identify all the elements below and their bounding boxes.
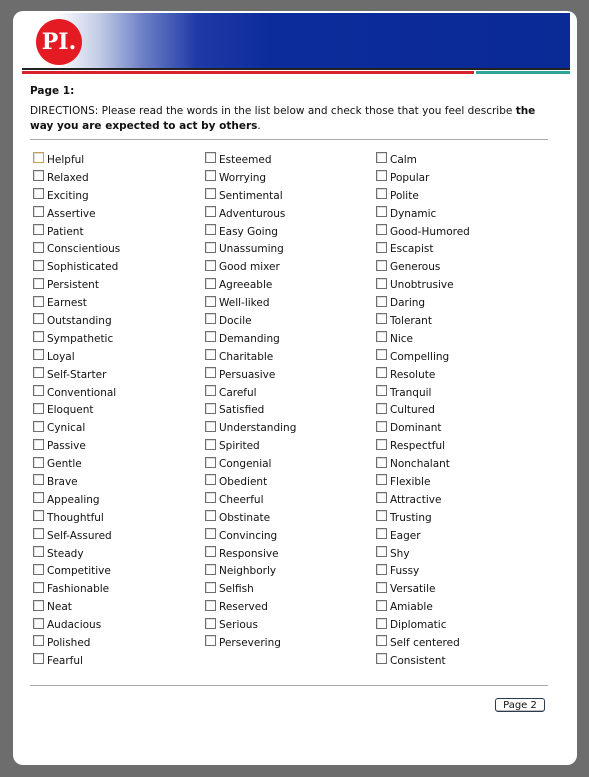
checkbox-item[interactable] bbox=[376, 562, 546, 580]
page-label: Page 1: bbox=[30, 85, 75, 97]
word-column-2 bbox=[205, 151, 375, 652]
pi-logo: PI. bbox=[36, 19, 82, 65]
checkbox-item[interactable] bbox=[205, 384, 375, 402]
checkbox-item[interactable] bbox=[376, 616, 546, 634]
checkbox[interactable] bbox=[376, 331, 387, 342]
checkbox-item[interactable] bbox=[33, 276, 203, 294]
checkbox-label: Understanding bbox=[219, 422, 297, 435]
checkbox-label: Popular bbox=[390, 171, 430, 184]
checkbox[interactable] bbox=[33, 421, 44, 432]
checkbox[interactable] bbox=[33, 367, 44, 378]
checkbox[interactable] bbox=[205, 474, 216, 485]
checkbox[interactable] bbox=[205, 385, 216, 396]
checkbox-label: Appealing bbox=[47, 493, 100, 506]
checkbox-item[interactable] bbox=[205, 634, 375, 652]
checkbox[interactable] bbox=[376, 653, 387, 664]
checkbox-item[interactable] bbox=[33, 366, 203, 384]
checkbox[interactable] bbox=[205, 367, 216, 378]
checkbox[interactable] bbox=[205, 278, 216, 289]
checkbox-item[interactable] bbox=[33, 419, 203, 437]
checkbox-item[interactable] bbox=[205, 598, 375, 616]
checkbox-label: Passive bbox=[47, 440, 86, 453]
checkbox[interactable] bbox=[33, 385, 44, 396]
checkbox-item[interactable] bbox=[205, 437, 375, 455]
checkbox-item[interactable] bbox=[33, 634, 203, 652]
checkbox[interactable] bbox=[205, 260, 216, 271]
checkbox[interactable] bbox=[33, 528, 44, 539]
checkbox-item[interactable] bbox=[376, 330, 546, 348]
checkbox[interactable] bbox=[33, 278, 44, 289]
checkbox-item[interactable] bbox=[205, 312, 375, 330]
checkbox-label: Obedient bbox=[219, 475, 268, 488]
checkbox-item[interactable] bbox=[205, 527, 375, 545]
checkbox-label: Attractive bbox=[390, 493, 442, 506]
checkbox[interactable] bbox=[205, 457, 216, 468]
checkbox-item[interactable] bbox=[33, 384, 203, 402]
checkbox-label: Worrying bbox=[219, 171, 267, 184]
checkbox-label: Fearful bbox=[47, 654, 83, 667]
checkbox-label: Generous bbox=[390, 261, 441, 274]
checkbox-label: Unobtrusive bbox=[390, 279, 454, 292]
checkbox[interactable] bbox=[33, 564, 44, 575]
checkbox-item[interactable] bbox=[376, 205, 546, 223]
checkbox[interactable] bbox=[205, 170, 216, 181]
header-rule-dark bbox=[22, 68, 570, 70]
checkbox[interactable] bbox=[205, 349, 216, 360]
checkbox[interactable] bbox=[376, 528, 387, 539]
checkbox[interactable] bbox=[376, 296, 387, 307]
checkbox[interactable] bbox=[376, 546, 387, 557]
checkbox-label: Loyal bbox=[47, 350, 75, 363]
checkbox-item[interactable] bbox=[33, 240, 203, 258]
checkbox[interactable] bbox=[376, 635, 387, 646]
checkbox[interactable] bbox=[205, 439, 216, 450]
checkbox-item[interactable] bbox=[33, 401, 203, 419]
checkbox-item[interactable] bbox=[205, 169, 375, 187]
checkbox-label: Eager bbox=[390, 529, 421, 542]
checkbox[interactable] bbox=[205, 206, 216, 217]
checkbox-label: Assertive bbox=[47, 207, 96, 220]
checkbox-item[interactable] bbox=[376, 384, 546, 402]
checkbox-label: Brave bbox=[47, 475, 78, 488]
checkbox-item[interactable] bbox=[376, 545, 546, 563]
checkbox[interactable] bbox=[205, 188, 216, 199]
checkbox-label: Conventional bbox=[47, 386, 117, 399]
checkbox-item[interactable] bbox=[205, 455, 375, 473]
checkbox-label: Nonchalant bbox=[390, 458, 450, 471]
checkbox-label: Careful bbox=[219, 386, 257, 399]
checkbox-item[interactable] bbox=[205, 240, 375, 258]
checkbox-label: Steady bbox=[47, 547, 84, 560]
checkbox-item[interactable] bbox=[376, 366, 546, 384]
checkbox-label: Consistent bbox=[390, 654, 446, 667]
checkbox-item[interactable] bbox=[33, 562, 203, 580]
checkbox-label: Helpful bbox=[47, 153, 85, 166]
checkbox-item[interactable] bbox=[376, 473, 546, 491]
checkbox[interactable] bbox=[33, 206, 44, 217]
checkbox-label: Esteemed bbox=[219, 153, 272, 166]
checkbox[interactable] bbox=[205, 421, 216, 432]
checkbox-item[interactable] bbox=[33, 330, 203, 348]
checkbox[interactable] bbox=[205, 152, 216, 163]
checkbox-label: Polished bbox=[47, 636, 91, 649]
checkbox-label: Outstanding bbox=[47, 314, 112, 327]
checkbox-item[interactable] bbox=[376, 527, 546, 545]
checkbox[interactable] bbox=[33, 474, 44, 485]
checkbox-item[interactable] bbox=[376, 348, 546, 366]
checkbox-item[interactable] bbox=[205, 562, 375, 580]
checkbox[interactable] bbox=[376, 385, 387, 396]
checkbox-item[interactable] bbox=[376, 276, 546, 294]
checkbox-label: Persevering bbox=[219, 636, 281, 649]
checkbox-label: Persistent bbox=[47, 279, 99, 292]
divider-bottom bbox=[30, 685, 548, 686]
header-banner bbox=[22, 13, 570, 68]
checkbox-label: Easy Going bbox=[219, 225, 278, 238]
checkbox-item[interactable] bbox=[33, 652, 203, 670]
checkbox-item[interactable] bbox=[205, 419, 375, 437]
checkbox-item[interactable] bbox=[205, 348, 375, 366]
checkbox[interactable] bbox=[376, 367, 387, 378]
checkbox-item[interactable] bbox=[376, 455, 546, 473]
checkbox[interactable] bbox=[376, 439, 387, 450]
directions-emphasis: the way you are expected to act by others bbox=[30, 105, 536, 132]
checkbox-label: Gentle bbox=[47, 458, 82, 471]
checkbox-item[interactable] bbox=[33, 223, 203, 241]
checkbox[interactable] bbox=[33, 635, 44, 646]
checkbox-label: Agreeable bbox=[219, 279, 273, 292]
checkbox[interactable] bbox=[205, 528, 216, 539]
checkbox-item[interactable] bbox=[376, 294, 546, 312]
checkbox-item[interactable] bbox=[33, 580, 203, 598]
checkbox-label: Fashionable bbox=[47, 583, 110, 596]
checkbox[interactable] bbox=[33, 224, 44, 235]
checkbox-label: Diplomatic bbox=[390, 619, 447, 632]
checkbox-item[interactable] bbox=[33, 437, 203, 455]
checkbox[interactable] bbox=[33, 582, 44, 593]
checkbox[interactable] bbox=[205, 492, 216, 503]
checkbox-item[interactable] bbox=[376, 509, 546, 527]
checkbox-item[interactable] bbox=[205, 509, 375, 527]
checkbox[interactable] bbox=[205, 600, 216, 611]
checkbox-item[interactable] bbox=[376, 401, 546, 419]
checkbox-label: Good mixer bbox=[219, 261, 280, 274]
checkbox[interactable] bbox=[33, 439, 44, 450]
checkbox[interactable] bbox=[376, 492, 387, 503]
checkbox-label: Satisfied bbox=[219, 404, 265, 417]
checkbox-label: Escapist bbox=[390, 243, 434, 256]
checkbox-label: Charitable bbox=[219, 350, 274, 363]
checkbox-label: Reserved bbox=[219, 601, 268, 614]
checkbox-item[interactable] bbox=[205, 473, 375, 491]
checkbox[interactable] bbox=[205, 242, 216, 253]
checkbox[interactable] bbox=[33, 260, 44, 271]
checkbox-label: Self-Starter bbox=[47, 368, 107, 381]
word-column-1 bbox=[33, 151, 203, 670]
checkbox-label: Versatile bbox=[390, 583, 436, 596]
directions-suffix: . bbox=[257, 120, 261, 132]
checkbox-label: Dynamic bbox=[390, 207, 437, 220]
checkbox-label: Well-liked bbox=[219, 297, 270, 310]
checkbox-item[interactable] bbox=[33, 187, 203, 205]
checkbox[interactable] bbox=[376, 206, 387, 217]
page-2-button[interactable]: Page 2 bbox=[495, 698, 545, 712]
checkbox[interactable] bbox=[376, 618, 387, 629]
checkbox-label: Shy bbox=[390, 547, 410, 560]
checkbox-label: Conscientious bbox=[47, 243, 121, 256]
checkbox-item[interactable] bbox=[376, 652, 546, 670]
checkbox-item[interactable] bbox=[205, 258, 375, 276]
checkbox-item[interactable] bbox=[376, 491, 546, 509]
checkbox[interactable] bbox=[376, 582, 387, 593]
checkbox[interactable] bbox=[33, 331, 44, 342]
checkbox[interactable] bbox=[376, 564, 387, 575]
checkbox-item[interactable] bbox=[376, 151, 546, 169]
checkbox[interactable] bbox=[205, 635, 216, 646]
checkbox-item[interactable] bbox=[33, 473, 203, 491]
checkbox[interactable] bbox=[33, 296, 44, 307]
checkbox[interactable] bbox=[33, 546, 44, 557]
checkbox-item[interactable] bbox=[376, 437, 546, 455]
checkbox-label: Amiable bbox=[390, 601, 433, 614]
checkbox[interactable] bbox=[376, 170, 387, 181]
word-column-3 bbox=[376, 151, 546, 670]
checkbox[interactable] bbox=[33, 349, 44, 360]
checkbox-label: Fussy bbox=[390, 565, 420, 578]
checkbox-label: Cynical bbox=[47, 422, 86, 435]
checkbox-label: Flexible bbox=[390, 475, 431, 488]
checkbox-label: Docile bbox=[219, 314, 252, 327]
checkbox-label: Neighborly bbox=[219, 565, 277, 578]
checkbox[interactable] bbox=[376, 242, 387, 253]
checkbox-label: Sentimental bbox=[219, 189, 283, 202]
checkbox-label: Thoughtful bbox=[47, 511, 104, 524]
checkbox-label: Adventurous bbox=[219, 207, 286, 220]
checkbox-label: Persuasive bbox=[219, 368, 276, 381]
checkbox[interactable] bbox=[205, 296, 216, 307]
checkbox-label: Selfish bbox=[219, 583, 254, 596]
checkbox[interactable] bbox=[205, 510, 216, 521]
directions-prefix: DIRECTIONS: Please read the words in the list below and check those that you feel describe bbox=[30, 105, 516, 117]
checkbox-label: Earnest bbox=[47, 297, 87, 310]
checkbox[interactable] bbox=[205, 403, 216, 414]
checkbox-label: Cheerful bbox=[219, 493, 264, 506]
checkbox[interactable] bbox=[33, 188, 44, 199]
directions-text bbox=[30, 104, 550, 134]
checkbox[interactable] bbox=[33, 152, 44, 163]
checkbox-item[interactable] bbox=[376, 634, 546, 652]
checkbox[interactable] bbox=[376, 349, 387, 360]
checkbox-label: Convincing bbox=[219, 529, 278, 542]
checkbox-label: Sympathetic bbox=[47, 332, 114, 345]
checkbox-label: Self-Assured bbox=[47, 529, 112, 542]
checkbox-label: Obstinate bbox=[219, 511, 271, 524]
checkbox-label: Cultured bbox=[390, 404, 435, 417]
checkbox-item[interactable] bbox=[33, 151, 203, 169]
checkbox-item[interactable] bbox=[205, 276, 375, 294]
checkbox-label: Spirited bbox=[219, 440, 260, 453]
checkbox-label: Dominant bbox=[390, 422, 442, 435]
checkbox[interactable] bbox=[205, 546, 216, 557]
checkbox-label: Eloquent bbox=[47, 404, 94, 417]
checkbox-item[interactable] bbox=[376, 580, 546, 598]
checkbox[interactable] bbox=[33, 457, 44, 468]
checkbox[interactable] bbox=[33, 510, 44, 521]
checkbox[interactable] bbox=[33, 492, 44, 503]
checkbox-item[interactable] bbox=[376, 598, 546, 616]
checkbox-label: Trusting bbox=[390, 511, 432, 524]
checkbox[interactable] bbox=[376, 313, 387, 324]
checkbox-item[interactable] bbox=[205, 294, 375, 312]
checkbox[interactable] bbox=[33, 403, 44, 414]
checkbox-item[interactable] bbox=[33, 545, 203, 563]
checkbox-label: Good-Humored bbox=[390, 225, 470, 238]
checkbox-item[interactable] bbox=[205, 545, 375, 563]
checkbox[interactable] bbox=[205, 618, 216, 629]
checkbox[interactable] bbox=[376, 224, 387, 235]
checkbox-label: Competitive bbox=[47, 565, 111, 578]
checkbox-item[interactable] bbox=[33, 294, 203, 312]
checkbox[interactable] bbox=[376, 260, 387, 271]
checkbox-item[interactable] bbox=[376, 169, 546, 187]
header-rule-teal bbox=[476, 71, 570, 74]
checkbox[interactable] bbox=[376, 510, 387, 521]
checkbox[interactable] bbox=[33, 242, 44, 253]
checkbox-item[interactable] bbox=[205, 491, 375, 509]
checkbox-label: Self centered bbox=[390, 636, 460, 649]
checkbox-label: Demanding bbox=[219, 332, 280, 345]
checkbox-label: Tranquil bbox=[390, 386, 432, 399]
checkbox-item[interactable] bbox=[205, 366, 375, 384]
checkbox-item[interactable] bbox=[205, 205, 375, 223]
checkbox[interactable] bbox=[33, 600, 44, 611]
checkbox-item[interactable] bbox=[205, 401, 375, 419]
checkbox-item[interactable] bbox=[33, 169, 203, 187]
checkbox-label: Resolute bbox=[390, 368, 436, 381]
checkbox-item[interactable] bbox=[33, 205, 203, 223]
checkbox-item[interactable] bbox=[205, 187, 375, 205]
divider-top bbox=[30, 139, 548, 140]
checkbox-item[interactable] bbox=[33, 455, 203, 473]
checkbox-item[interactable] bbox=[33, 312, 203, 330]
checkbox-item[interactable] bbox=[33, 527, 203, 545]
checkbox[interactable] bbox=[33, 653, 44, 664]
checkbox-label: Serious bbox=[219, 619, 258, 632]
header-rule-red bbox=[22, 71, 474, 74]
checkbox[interactable] bbox=[33, 313, 44, 324]
checkbox[interactable] bbox=[205, 331, 216, 342]
checkbox[interactable] bbox=[376, 457, 387, 468]
checkbox[interactable] bbox=[205, 564, 216, 575]
checkbox[interactable] bbox=[205, 224, 216, 235]
checkbox-label: Audacious bbox=[47, 619, 102, 632]
checkbox[interactable] bbox=[376, 421, 387, 432]
checkbox[interactable] bbox=[33, 170, 44, 181]
checkbox-item[interactable] bbox=[376, 419, 546, 437]
checkbox-label: Tolerant bbox=[390, 314, 432, 327]
checkbox[interactable] bbox=[376, 188, 387, 199]
checkbox[interactable] bbox=[376, 403, 387, 414]
checkbox[interactable] bbox=[205, 582, 216, 593]
checkbox-item[interactable] bbox=[376, 312, 546, 330]
checkbox-item[interactable] bbox=[376, 187, 546, 205]
checkbox-label: Exciting bbox=[47, 189, 89, 202]
checkbox-label: Responsive bbox=[219, 547, 279, 560]
checkbox-label: Polite bbox=[390, 189, 419, 202]
checkbox[interactable] bbox=[376, 152, 387, 163]
checkbox[interactable] bbox=[205, 313, 216, 324]
checkbox-item[interactable] bbox=[33, 598, 203, 616]
checkbox[interactable] bbox=[376, 474, 387, 485]
questionnaire-window bbox=[13, 11, 577, 765]
checkbox-label: Relaxed bbox=[47, 171, 89, 184]
checkbox-item[interactable] bbox=[205, 616, 375, 634]
checkbox-label: Daring bbox=[390, 297, 426, 310]
checkbox-item[interactable] bbox=[205, 151, 375, 169]
checkbox[interactable] bbox=[376, 278, 387, 289]
checkbox-label: Calm bbox=[390, 153, 417, 166]
checkbox-item[interactable] bbox=[33, 348, 203, 366]
checkbox-label: Nice bbox=[390, 332, 414, 345]
checkbox-label: Unassuming bbox=[219, 243, 284, 256]
checkbox-item[interactable] bbox=[33, 509, 203, 527]
checkbox[interactable] bbox=[376, 600, 387, 611]
checkbox-item[interactable] bbox=[205, 330, 375, 348]
checkbox-item[interactable] bbox=[205, 580, 375, 598]
checkbox-item[interactable] bbox=[33, 258, 203, 276]
checkbox-item[interactable] bbox=[376, 258, 546, 276]
checkbox[interactable] bbox=[33, 618, 44, 629]
checkbox-label: Sophisticated bbox=[47, 261, 119, 274]
checkbox-item[interactable] bbox=[376, 223, 546, 241]
checkbox-label: Patient bbox=[47, 225, 84, 238]
checkbox-item[interactable] bbox=[376, 240, 546, 258]
checkbox-label: Neat bbox=[47, 601, 72, 614]
checkbox-label: Compelling bbox=[390, 350, 450, 363]
checkbox-item[interactable] bbox=[205, 223, 375, 241]
checkbox-label: Congenial bbox=[219, 458, 272, 471]
checkbox-item[interactable] bbox=[33, 491, 203, 509]
checkbox-item[interactable] bbox=[33, 616, 203, 634]
checkbox-label: Respectful bbox=[390, 440, 446, 453]
